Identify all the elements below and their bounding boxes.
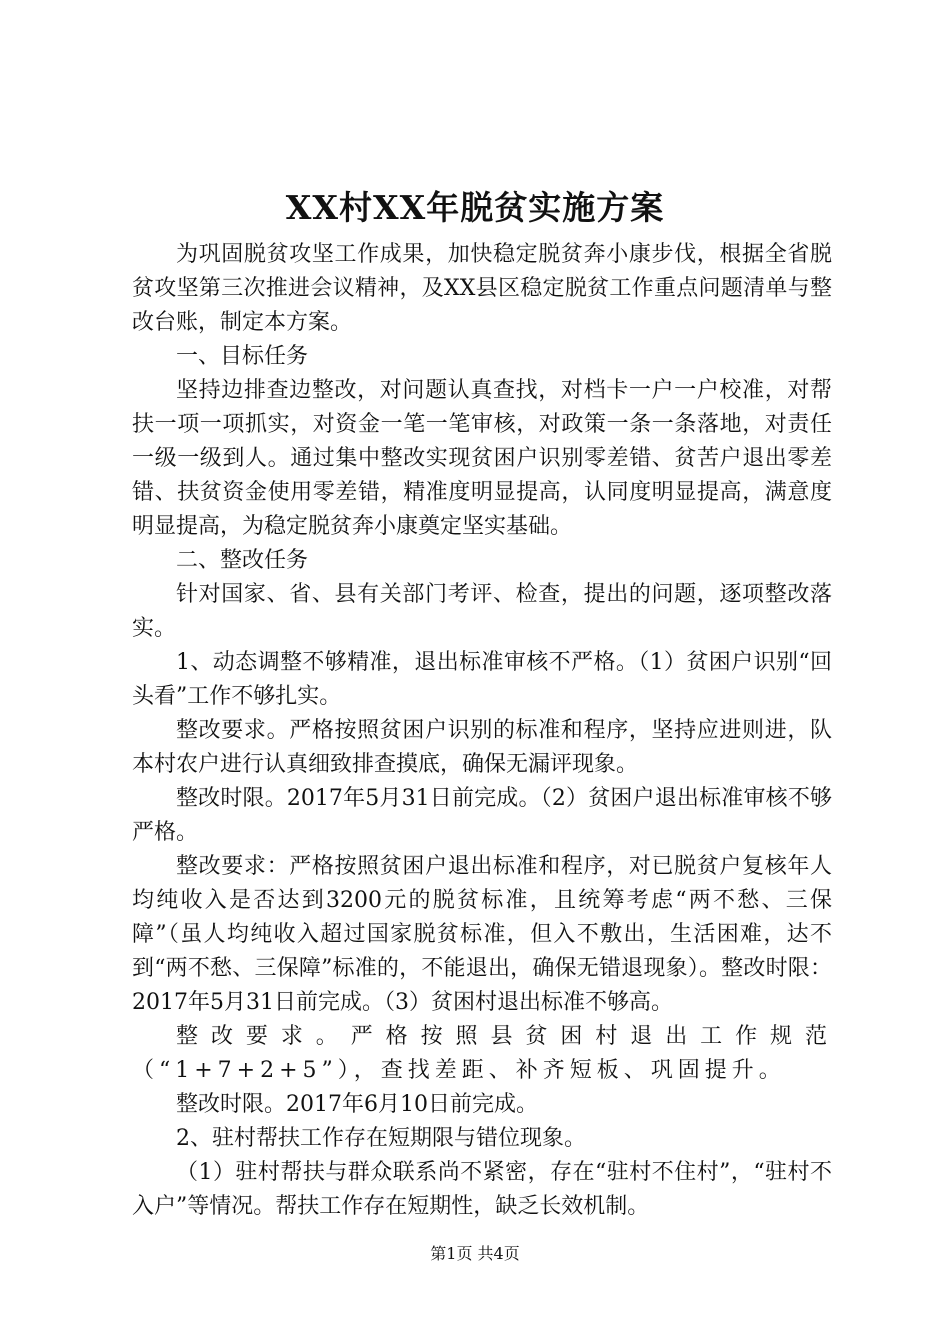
section-heading-tasks: 二、整改任务 bbox=[176, 548, 309, 573]
item-2-heading-paragraph: 2、驻村帮扶工作存在短期限与错位现象。 bbox=[176, 1126, 586, 1151]
section-heading-goals: 一、目标任务 bbox=[176, 344, 309, 369]
goals-paragraph: 坚持边排查边整改，对问题认真查找，对档卡一户一户校准，对帮扶一项一项抓实，对资金一笔一笔审核，对政策一条一条落地，对责任一级一级到人。通过集中整改实现贫困户识别零差错、贫苦户退出零差错、扶贫资金使用零差错，精准度明显提高，认同度明显提高，满意度明显提高，为稳定脱贫奔小康奠定坚实基础。 bbox=[132, 378, 832, 539]
page-footer: 第1页 共4页 bbox=[430, 1244, 520, 1263]
item-1-paragraph: 1、动态调整不够精准，退出标准审核不严格。（1）贫困户识别“回头看”工作不够扎实。 bbox=[132, 650, 832, 709]
item-1-deadline-paragraph: 整改时限。2017年5月31日前完成。（2）贫困户退出标准审核不够严格。 bbox=[132, 786, 832, 845]
document-title: XX村XX年脱贫实施方案 bbox=[285, 188, 665, 227]
intro-paragraph: 为巩固脱贫攻坚工作成果，加快稳定脱贫奔小康步伐，根据全省脱贫攻坚第三次推进会议精神，及XX县区稳定脱贫工作重点问题清单与整改台账，制定本方案。 bbox=[132, 242, 832, 335]
item-2-sub-1-paragraph: （1）驻村帮扶与群众联系尚不紧密，存在“驻村不住村”，“驻村不入户”等情况。帮扶工作存在短期性，缺乏长效机制。 bbox=[132, 1160, 832, 1219]
item-1-requirement-paragraph: 整改要求。严格按照贫困户识别的标准和程序，坚持应进则进，队本村农户进行认真细致排查摸底，确保无漏评现象。 bbox=[132, 718, 832, 777]
item-3-deadline-paragraph: 整改时限。2017年6月10日前完成。 bbox=[176, 1092, 538, 1117]
item-3-requirement-paragraph: 整改要求。严格按照县贫困村退出工作规范（“1+7+2+5”），查找差距、补齐短板、巩固提升。 bbox=[132, 1024, 832, 1083]
tasks-intro-paragraph: 针对国家、省、县有关部门考评、检查，提出的问题，逐项整改落实。 bbox=[132, 582, 832, 641]
item-2-requirement-paragraph: 整改要求：严格按照贫困户退出标准和程序，对已脱贫户复核年人均纯收入是否达到3200元的脱贫标准，且统筹考虑“两不愁、三保障”（虽人均纯收入超过国家脱贫标准，但入不敷出，生活困难，达不到“两不愁、三保障”标准的，不能退出，确保无错退现象）。整改时限：2017年5月31日前完成。（3）贫困村退出标准不够高。 bbox=[132, 854, 832, 1015]
document-body bbox=[132, 238, 832, 1224]
